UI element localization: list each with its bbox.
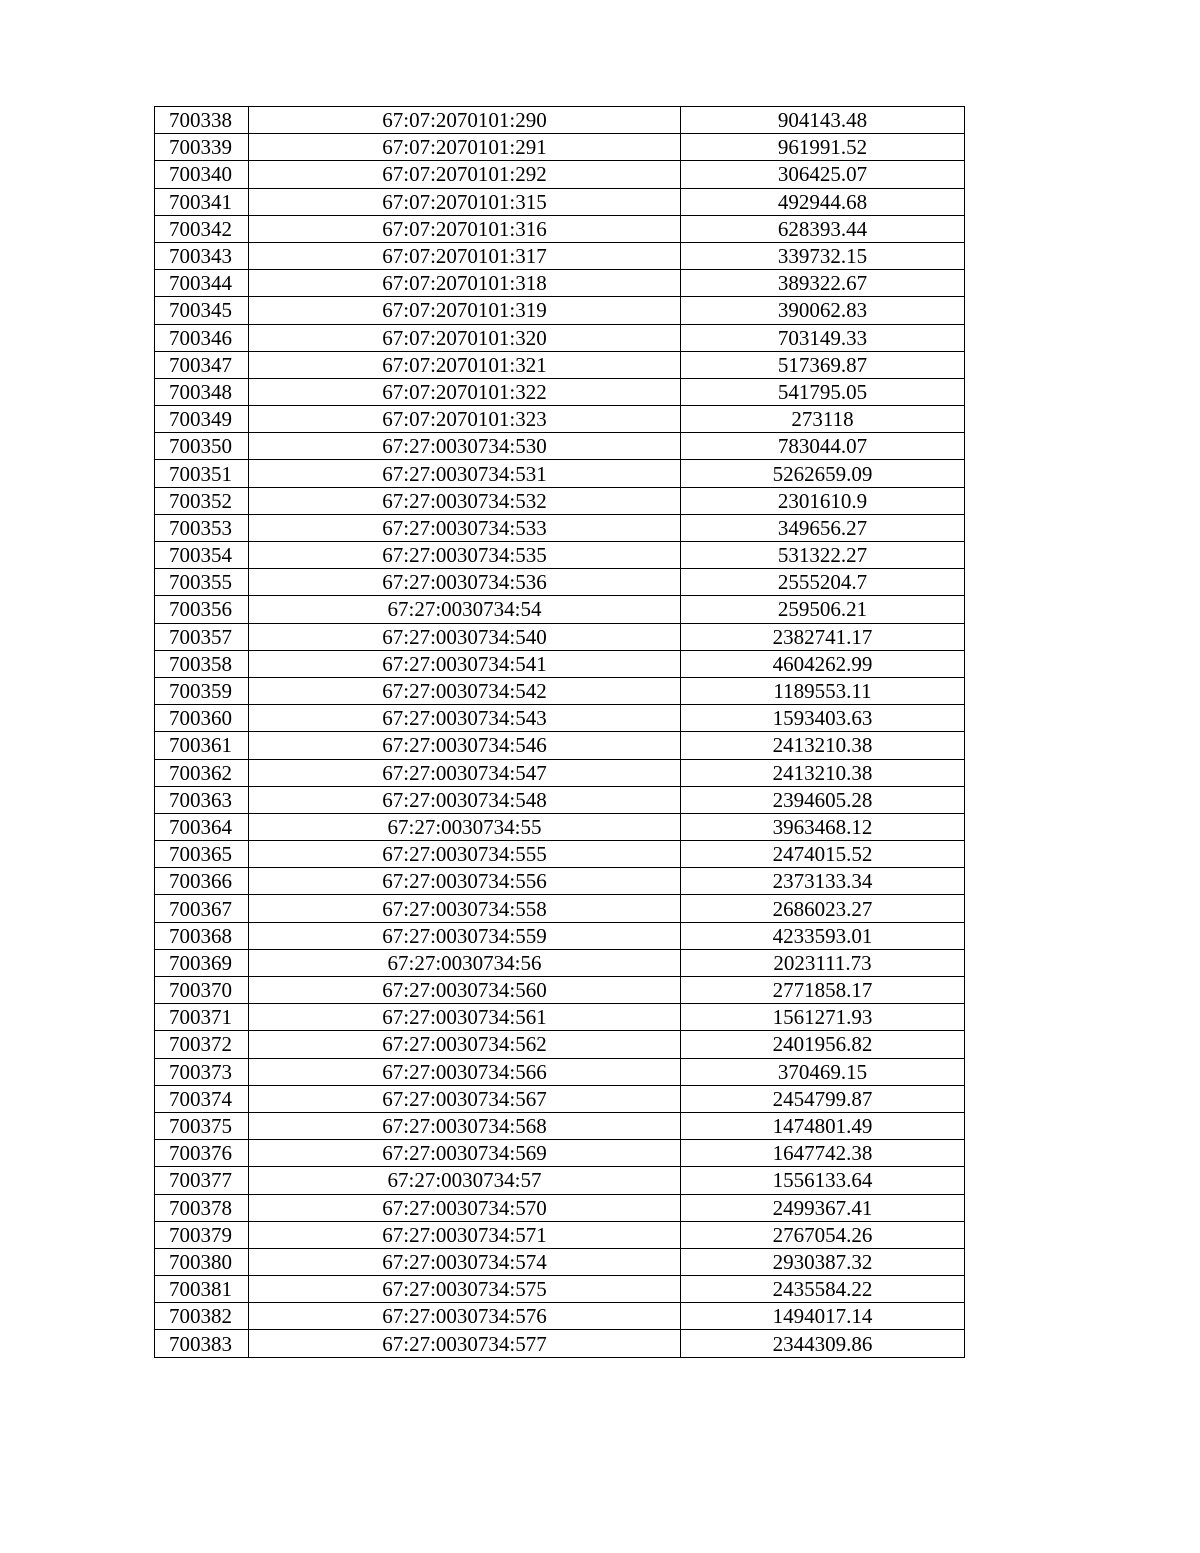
value-cell: 492944.68: [681, 188, 965, 215]
cadastral-number-cell: 67:27:0030734:533: [249, 514, 681, 541]
table-row: [155, 487, 965, 514]
table-row: [155, 868, 965, 895]
cadastral-number-cell: 67:27:0030734:57: [249, 1167, 681, 1194]
value-cell: 390062.83: [681, 297, 965, 324]
cadastral-number-cell: 67:27:0030734:56: [249, 949, 681, 976]
table-row: [155, 1194, 965, 1221]
row-id-cell: 700378: [155, 1194, 249, 1221]
value-cell: 306425.07: [681, 161, 965, 188]
cadastral-number-cell: 67:27:0030734:577: [249, 1330, 681, 1357]
value-cell: 1494017.14: [681, 1303, 965, 1330]
table-row: [155, 949, 965, 976]
row-id-cell: 700341: [155, 188, 249, 215]
value-cell: 2686023.27: [681, 895, 965, 922]
cadastral-number-cell: 67:27:0030734:567: [249, 1085, 681, 1112]
table-row: [155, 215, 965, 242]
value-cell: 370469.15: [681, 1058, 965, 1085]
cadastral-number-cell: 67:07:2070101:291: [249, 134, 681, 161]
value-cell: 1474801.49: [681, 1112, 965, 1139]
value-cell: 703149.33: [681, 324, 965, 351]
value-cell: 2344309.86: [681, 1330, 965, 1357]
table-row: [155, 759, 965, 786]
value-cell: 783044.07: [681, 433, 965, 460]
cadastral-number-cell: 67:27:0030734:561: [249, 1004, 681, 1031]
table-row: [155, 841, 965, 868]
cadastral-number-cell: 67:27:0030734:535: [249, 542, 681, 569]
row-id-cell: 700379: [155, 1221, 249, 1248]
row-id-cell: 700348: [155, 378, 249, 405]
value-cell: 2023111.73: [681, 949, 965, 976]
row-id-cell: 700353: [155, 514, 249, 541]
cadastral-number-cell: 67:27:0030734:530: [249, 433, 681, 460]
table-row: [155, 1112, 965, 1139]
row-id-cell: 700367: [155, 895, 249, 922]
row-id-cell: 700362: [155, 759, 249, 786]
value-cell: 2382741.17: [681, 623, 965, 650]
value-cell: 349656.27: [681, 514, 965, 541]
table-row: [155, 188, 965, 215]
cadastral-number-cell: 67:07:2070101:290: [249, 107, 681, 134]
table-row: [155, 1031, 965, 1058]
table-row: [155, 270, 965, 297]
data-table: [154, 106, 965, 1358]
row-id-cell: 700347: [155, 351, 249, 378]
row-id-cell: 700357: [155, 623, 249, 650]
cadastral-number-cell: 67:27:0030734:546: [249, 732, 681, 759]
row-id-cell: 700352: [155, 487, 249, 514]
table-row: [155, 732, 965, 759]
table-row: [155, 977, 965, 1004]
table-row: [155, 1004, 965, 1031]
row-id-cell: 700376: [155, 1140, 249, 1167]
cadastral-number-cell: 67:27:0030734:568: [249, 1112, 681, 1139]
row-id-cell: 700355: [155, 569, 249, 596]
value-cell: 2301610.9: [681, 487, 965, 514]
row-id-cell: 700356: [155, 596, 249, 623]
row-id-cell: 700377: [155, 1167, 249, 1194]
value-cell: 2435584.22: [681, 1276, 965, 1303]
value-cell: 1189553.11: [681, 677, 965, 704]
table-row: [155, 107, 965, 134]
value-cell: 2413210.38: [681, 759, 965, 786]
table-row: [155, 514, 965, 541]
value-cell: 2413210.38: [681, 732, 965, 759]
table-row: [155, 134, 965, 161]
value-cell: 2474015.52: [681, 841, 965, 868]
value-cell: 2767054.26: [681, 1221, 965, 1248]
row-id-cell: 700375: [155, 1112, 249, 1139]
cadastral-number-cell: 67:27:0030734:547: [249, 759, 681, 786]
table-row: [155, 1221, 965, 1248]
cadastral-number-cell: 67:27:0030734:574: [249, 1248, 681, 1275]
cadastral-number-cell: 67:07:2070101:292: [249, 161, 681, 188]
table-row: [155, 895, 965, 922]
cadastral-number-cell: 67:07:2070101:322: [249, 378, 681, 405]
value-cell: 541795.05: [681, 378, 965, 405]
table-row: [155, 677, 965, 704]
row-id-cell: 700346: [155, 324, 249, 351]
cadastral-number-cell: 67:27:0030734:543: [249, 705, 681, 732]
row-id-cell: 700382: [155, 1303, 249, 1330]
value-cell: 2394605.28: [681, 786, 965, 813]
value-cell: 259506.21: [681, 596, 965, 623]
value-cell: 1593403.63: [681, 705, 965, 732]
table-row: [155, 623, 965, 650]
table-row: [155, 242, 965, 269]
table-row: [155, 1276, 965, 1303]
table-row: [155, 1248, 965, 1275]
value-cell: 2454799.87: [681, 1085, 965, 1112]
cadastral-number-cell: 67:27:0030734:548: [249, 786, 681, 813]
value-cell: 961991.52: [681, 134, 965, 161]
cadastral-number-cell: 67:07:2070101:318: [249, 270, 681, 297]
cadastral-number-cell: 67:27:0030734:570: [249, 1194, 681, 1221]
value-cell: 339732.15: [681, 242, 965, 269]
table-row: [155, 1303, 965, 1330]
cadastral-number-cell: 67:27:0030734:532: [249, 487, 681, 514]
cadastral-number-cell: 67:27:0030734:566: [249, 1058, 681, 1085]
cadastral-number-cell: 67:27:0030734:569: [249, 1140, 681, 1167]
row-id-cell: 700373: [155, 1058, 249, 1085]
table-row: [155, 460, 965, 487]
value-cell: 389322.67: [681, 270, 965, 297]
value-cell: 628393.44: [681, 215, 965, 242]
value-cell: 273118: [681, 406, 965, 433]
cadastral-number-cell: 67:27:0030734:540: [249, 623, 681, 650]
value-cell: 517369.87: [681, 351, 965, 378]
row-id-cell: 700339: [155, 134, 249, 161]
value-cell: 2373133.34: [681, 868, 965, 895]
cadastral-number-cell: 67:07:2070101:320: [249, 324, 681, 351]
cadastral-number-cell: 67:07:2070101:315: [249, 188, 681, 215]
value-cell: 904143.48: [681, 107, 965, 134]
table-row: [155, 1058, 965, 1085]
row-id-cell: 700338: [155, 107, 249, 134]
table-row: [155, 351, 965, 378]
value-cell: 1561271.93: [681, 1004, 965, 1031]
row-id-cell: 700343: [155, 242, 249, 269]
table-row: [155, 1167, 965, 1194]
cadastral-number-cell: 67:27:0030734:541: [249, 650, 681, 677]
cadastral-number-cell: 67:27:0030734:555: [249, 841, 681, 868]
row-id-cell: 700371: [155, 1004, 249, 1031]
value-cell: 531322.27: [681, 542, 965, 569]
table-row: [155, 1330, 965, 1357]
cadastral-number-cell: 67:27:0030734:562: [249, 1031, 681, 1058]
row-id-cell: 700365: [155, 841, 249, 868]
table-row: [155, 297, 965, 324]
table-row: [155, 542, 965, 569]
value-cell: 2930387.32: [681, 1248, 965, 1275]
row-id-cell: 700372: [155, 1031, 249, 1058]
value-cell: 3963468.12: [681, 813, 965, 840]
table-row: [155, 433, 965, 460]
cadastral-number-cell: 67:27:0030734:55: [249, 813, 681, 840]
value-cell: 2771858.17: [681, 977, 965, 1004]
value-cell: 2499367.41: [681, 1194, 965, 1221]
cadastral-number-cell: 67:27:0030734:54: [249, 596, 681, 623]
table-row: [155, 596, 965, 623]
cadastral-number-cell: 67:27:0030734:576: [249, 1303, 681, 1330]
row-id-cell: 700354: [155, 542, 249, 569]
cadastral-number-cell: 67:27:0030734:560: [249, 977, 681, 1004]
row-id-cell: 700380: [155, 1248, 249, 1275]
cadastral-number-cell: 67:27:0030734:536: [249, 569, 681, 596]
table-row: [155, 922, 965, 949]
table-row: [155, 324, 965, 351]
row-id-cell: 700368: [155, 922, 249, 949]
row-id-cell: 700342: [155, 215, 249, 242]
row-id-cell: 700381: [155, 1276, 249, 1303]
row-id-cell: 700351: [155, 460, 249, 487]
table-row: [155, 161, 965, 188]
table-row: [155, 569, 965, 596]
cadastral-number-cell: 67:07:2070101:316: [249, 215, 681, 242]
cadastral-number-cell: 67:07:2070101:319: [249, 297, 681, 324]
cadastral-number-cell: 67:07:2070101:317: [249, 242, 681, 269]
table-row: [155, 705, 965, 732]
table-row: [155, 1085, 965, 1112]
row-id-cell: 700360: [155, 705, 249, 732]
row-id-cell: 700349: [155, 406, 249, 433]
table-row: [155, 378, 965, 405]
table-row: [155, 650, 965, 677]
table-row: [155, 1140, 965, 1167]
row-id-cell: 700361: [155, 732, 249, 759]
row-id-cell: 700363: [155, 786, 249, 813]
cadastral-number-cell: 67:27:0030734:531: [249, 460, 681, 487]
row-id-cell: 700366: [155, 868, 249, 895]
value-cell: 1556133.64: [681, 1167, 965, 1194]
cadastral-number-cell: 67:07:2070101:323: [249, 406, 681, 433]
value-cell: 1647742.38: [681, 1140, 965, 1167]
row-id-cell: 700364: [155, 813, 249, 840]
value-cell: 2401956.82: [681, 1031, 965, 1058]
row-id-cell: 700350: [155, 433, 249, 460]
table-row: [155, 406, 965, 433]
row-id-cell: 700345: [155, 297, 249, 324]
row-id-cell: 700359: [155, 677, 249, 704]
row-id-cell: 700383: [155, 1330, 249, 1357]
row-id-cell: 700370: [155, 977, 249, 1004]
table-body: [155, 107, 965, 1358]
table-row: [155, 786, 965, 813]
row-id-cell: 700358: [155, 650, 249, 677]
value-cell: 4233593.01: [681, 922, 965, 949]
cadastral-number-cell: 67:27:0030734:542: [249, 677, 681, 704]
cadastral-number-cell: 67:27:0030734:575: [249, 1276, 681, 1303]
table-row: [155, 813, 965, 840]
cadastral-number-cell: 67:27:0030734:571: [249, 1221, 681, 1248]
row-id-cell: 700369: [155, 949, 249, 976]
cadastral-number-cell: 67:27:0030734:556: [249, 868, 681, 895]
cadastral-number-cell: 67:27:0030734:558: [249, 895, 681, 922]
row-id-cell: 700344: [155, 270, 249, 297]
row-id-cell: 700374: [155, 1085, 249, 1112]
value-cell: 4604262.99: [681, 650, 965, 677]
row-id-cell: 700340: [155, 161, 249, 188]
cadastral-number-cell: 67:07:2070101:321: [249, 351, 681, 378]
cadastral-number-cell: 67:27:0030734:559: [249, 922, 681, 949]
value-cell: 5262659.09: [681, 460, 965, 487]
value-cell: 2555204.7: [681, 569, 965, 596]
